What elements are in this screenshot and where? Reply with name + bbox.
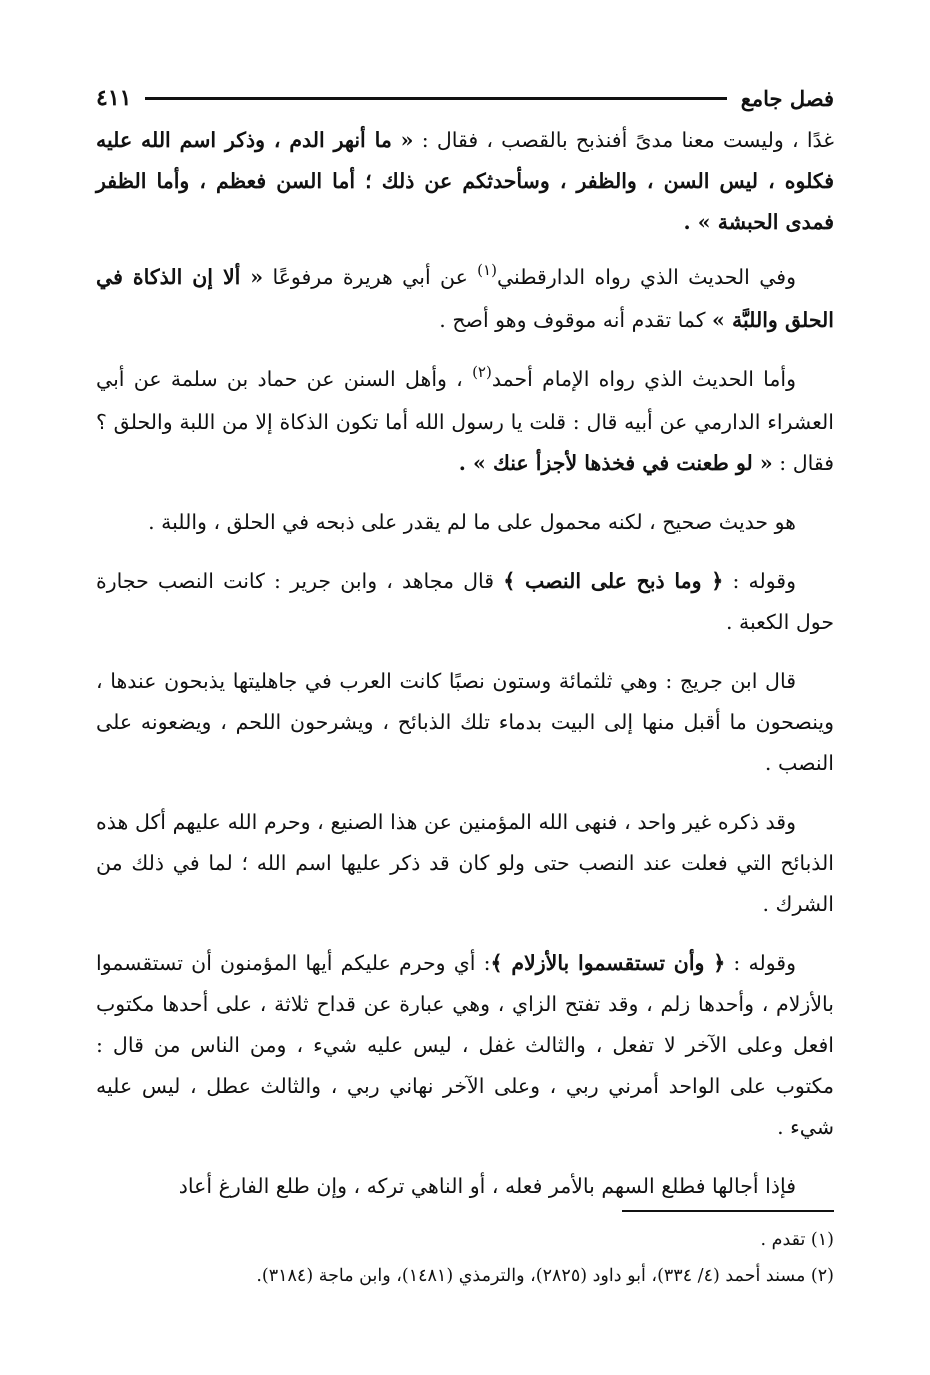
paragraph [96,661,834,784]
text-run: غدًا ، وليست معنا مدىً أفنذبح بالقصب ، فقال : [413,128,834,152]
paragraph [96,943,834,1148]
footnotes [96,1222,834,1294]
running-title: فصل جامع [740,85,834,111]
page-number: ٤١١ [96,85,132,111]
footnote-ref: (١) [477,261,497,279]
text-run: وأما الحديث الذي رواه الإمام أحمد [491,367,796,391]
text-run: وقد ذكره غير واحد ، فنهى الله المؤمنين عن هذا الصنيع ، وحرم الله عليهم أكل هذه الذبائح التي فعلت عند النصب حتى ولو كان قد ذكر عليها اسم الله ؛ لما في ذلك من الشرك . [96,810,834,916]
paragraph [96,502,834,543]
text-run: قال مجاهد ، وابن جرير : كانت النصب حجارة حول الكعبة . [96,569,834,634]
paragraph [96,802,834,925]
header-rule [145,97,726,100]
paragraph [96,120,834,243]
paragraph [96,1166,834,1207]
text-run: ، وأهل السنن عن حماد بن سلمة عن أبي العشراء الدارمي عن أبيه قال : قلت يا رسول الله أما تكون الذكاة إلا من اللبة والحلق ؟ فقال : [96,367,834,475]
quran-quote: ﴿ وأن تستقسموا بالأزلام ﴾ [490,951,726,975]
text-run: فإذا أجالها فطلع السهم بالأمر فعله ، أو الناهي تركه ، وإن طلع الفارغ أعاد [178,1174,796,1198]
quran-quote: ﴿ وما ذبح على النصب ﴾ [503,569,724,593]
text-run: : أي وحرم عليكم أيها المؤمنون أن تستقسموا بالأزلام ، وأحدها زلم ، وقد تفتح الزاي ، وهي عبارة عن قداح ثلاثة ، على أحدها مكتوب افعل وعلى الآخر لا تفعل ، والثالث غفل ، ليس عليه شيء ، ومن الناس من قال : مكتوب على الواحد أمرني ربي ، وعلى الآخر نهاني ربي ، والثالث عطل ، ليس عليه شيء . [96,951,834,1139]
footnote-1: (١) تقدم . [760,1230,834,1250]
hadith-quote: « ما أنهر الدم ، وذكر اسم الله عليه فكلوه ، ليس السن ، والظفر ، وسأحدثكم عن ذلك ؛ أما السن فعظم ، وأما الظفر فمدى الحبشة » . [96,128,834,234]
paragraph [96,359,834,484]
main-text [96,120,834,1225]
hadith-quote: « ألا إن الذكاة في الحلق واللبَّة » [96,265,834,332]
footnote-ref: (٢) [472,363,492,381]
paragraph [96,257,834,341]
text-run: عن أبي هريرة مرفوعًا [263,265,478,289]
text-run: قال ابن جريج : وهي ثلثمائة وستون نصبًا كانت العرب في جاهليتها يذبحون عندها ، وينصحون ما أقبل منها إلى البيت بدماء تلك الذبائح ، ويشرحون اللحم ، ويضعونه على النصب . [96,669,834,775]
text-run: وفي الحديث الذي رواه الدارقطني [496,265,796,289]
paragraph [96,561,834,643]
text-run: وقوله : [725,951,797,975]
text-run: كما تقدم أنه موقوف وهو أصح . [439,308,713,332]
footnote-separator [622,1210,834,1212]
page-header [96,80,834,116]
text-run: وقوله : [723,569,796,593]
hadith-quote: « لو طعنت في فخذها لأجزأ عنك » . [458,451,773,475]
footnote-2: (٢) مسند أحمد (٤/ ٣٣٤)، أبو داود (٢٨٢٥)، والترمذي (١٤٨١)، وابن ماجة (٣١٨٤). [256,1266,834,1286]
text-run: هو حديث صحيح ، لكنه محمول على ما لم يقدر على ذبحه في الحلق ، واللبة . [148,510,796,534]
